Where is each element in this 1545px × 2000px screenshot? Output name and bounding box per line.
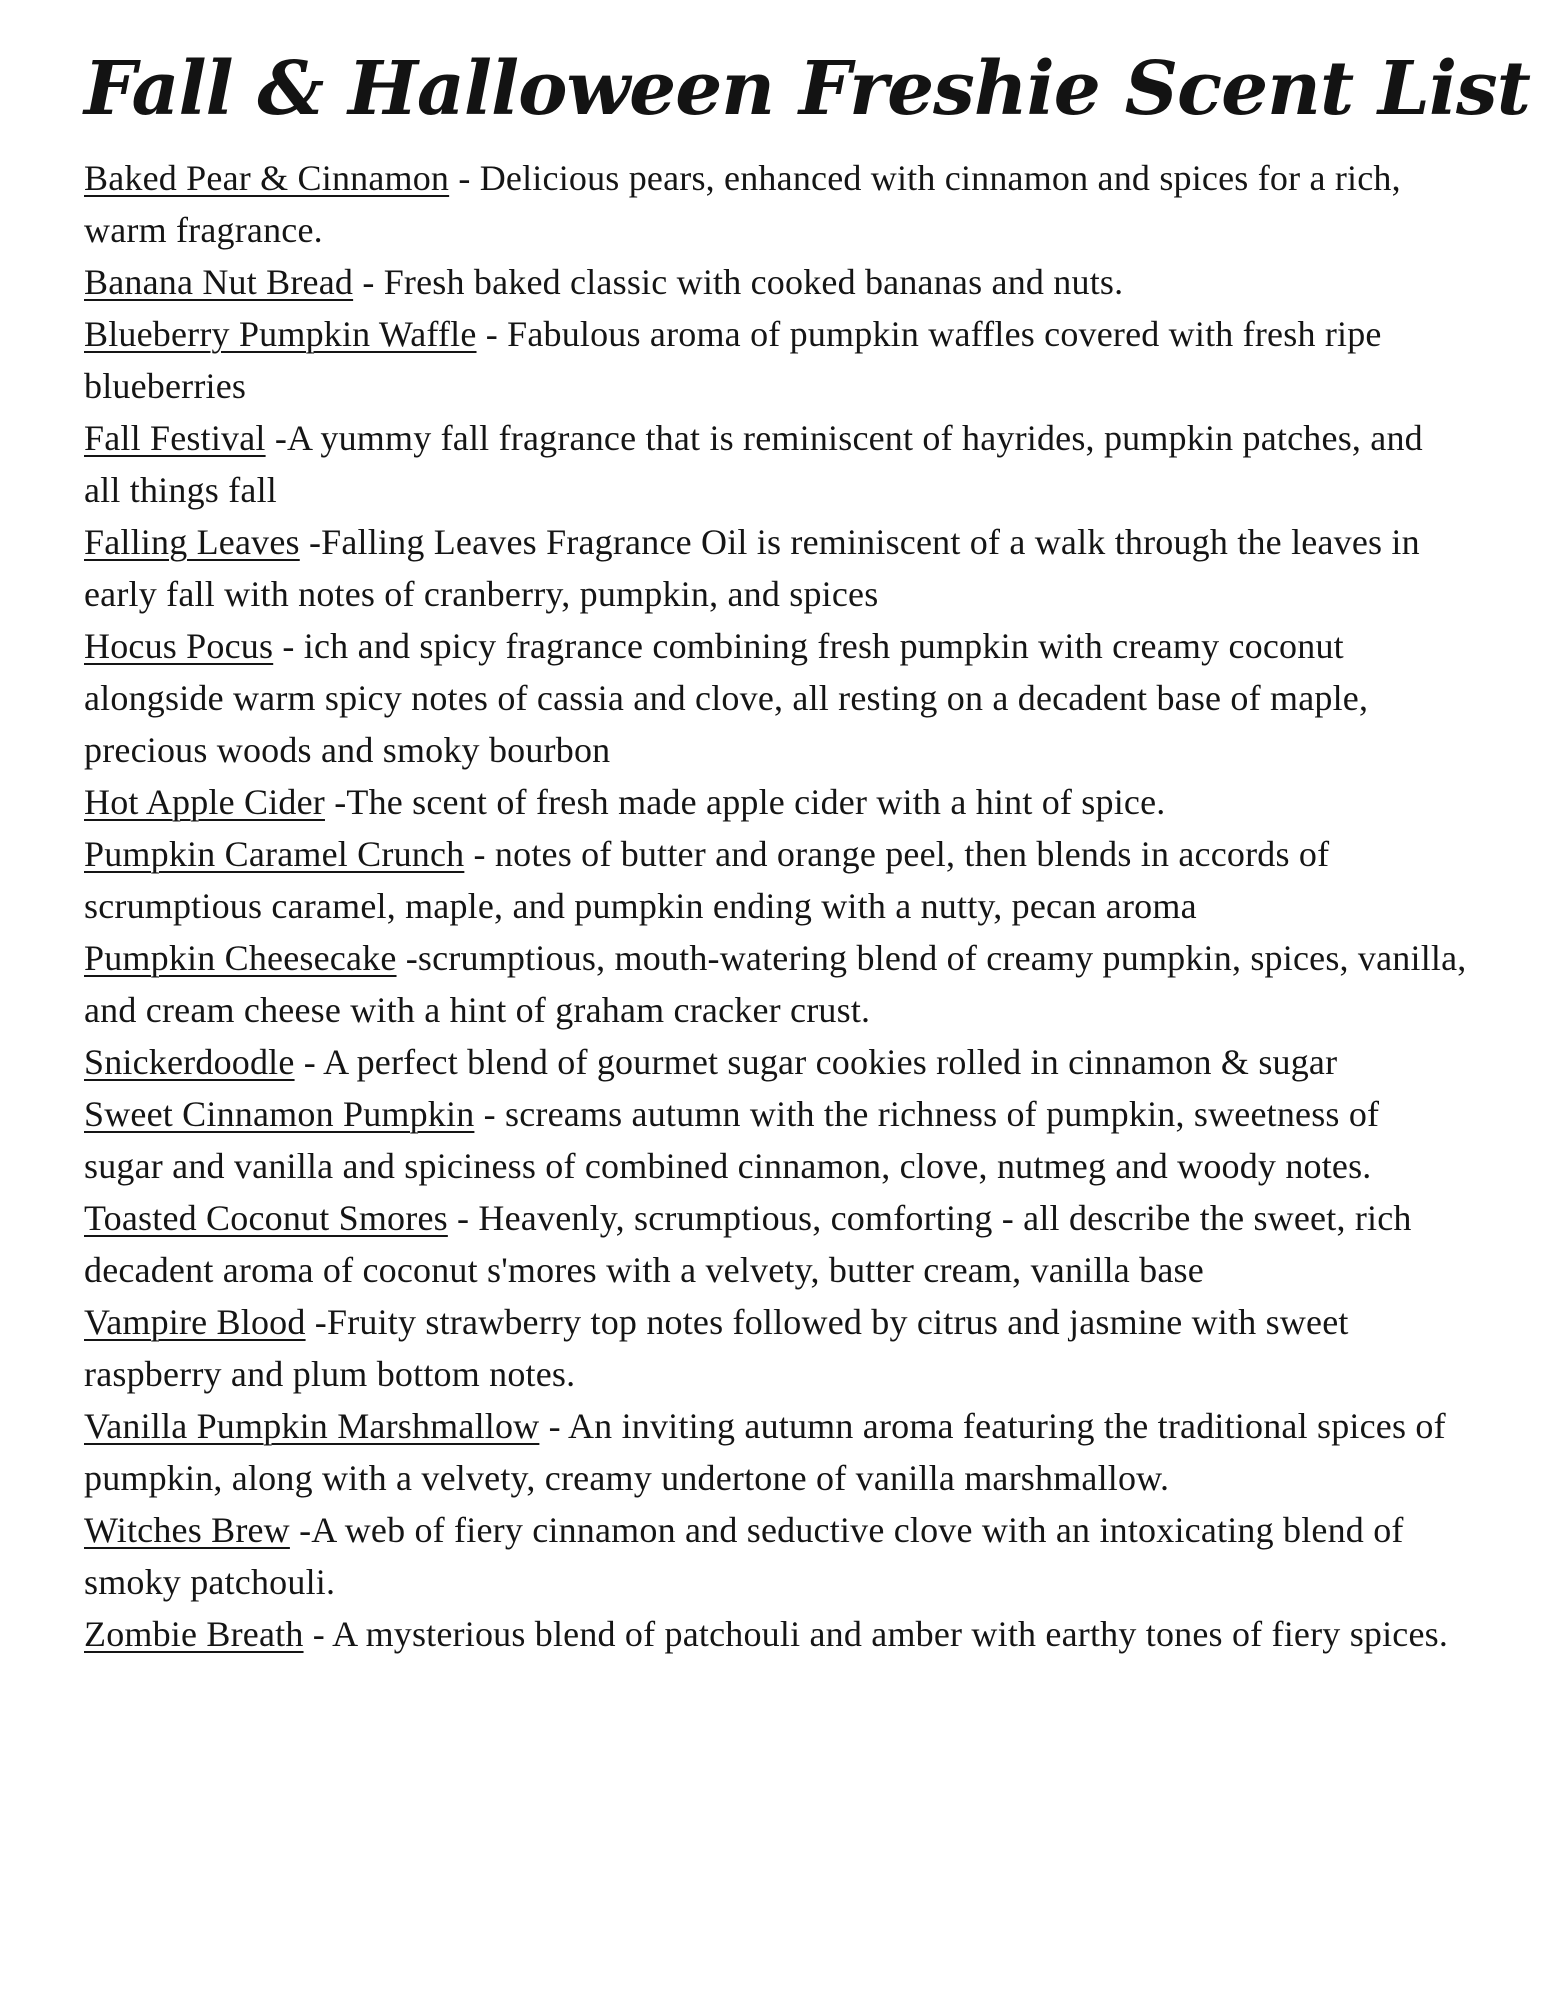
scent-description: - An inviting autumn aroma featuring the traditional spices of pumpkin, along with a velvety, creamy undertone of vanilla marshmallow. [84,1406,1446,1498]
scent-description: - Delicious pears, enhanced with cinnamon and spices for a rich, warm fragrance. [84,158,1401,250]
scent-description: - Fresh baked classic with cooked bananas and nuts. [362,262,1124,302]
page-title: Fall & Halloween Freshie Scent List [84,46,1530,132]
scent-name: Fall Festival [84,418,266,458]
scent-entry [84,1088,1467,1192]
scent-description: - notes of butter and orange peel, then blends in accords of scrumptious caramel, maple, and pumpkin ending with a nutty, pecan aroma [84,834,1330,926]
scent-name: Witches Brew [84,1510,290,1550]
scent-entry [84,152,1467,256]
scent-description: -The scent of fresh made apple cider with a hint of spice. [334,782,1166,822]
scent-description: -A yummy fall fragrance that is reminiscent of hayrides, pumpkin patches, and all things fall [84,418,1423,510]
scent-entry [84,516,1467,620]
scent-name: Snickerdoodle [84,1042,295,1082]
scent-name: Hocus Pocus [84,626,274,666]
scent-entry [84,1036,1467,1088]
scent-name: Pumpkin Cheesecake [84,938,397,978]
scent-entry [84,1296,1467,1400]
scent-name: Blueberry Pumpkin Waffle [84,314,477,354]
scent-description: - screams autumn with the richness of pumpkin, sweetness of sugar and vanilla and spiciness of combined cinnamon, clove, nutmeg and woody notes. [84,1094,1380,1186]
scent-name: Toasted Coconut Smores [84,1198,448,1238]
scent-description: -Fruity strawberry top notes followed by citrus and jasmine with sweet raspberry and plum bottom notes. [84,1302,1349,1394]
scent-name: Vanilla Pumpkin Marshmallow [84,1406,540,1446]
scent-entry [84,932,1467,1036]
scent-entry [84,1192,1467,1296]
scent-name: Hot Apple Cider [84,782,325,822]
scent-name: Vampire Blood [84,1302,306,1342]
scent-name: Banana Nut Bread [84,262,354,302]
scent-description: - A perfect blend of gourmet sugar cookies rolled in cinnamon & sugar [303,1042,1338,1082]
scent-name: Sweet Cinnamon Pumpkin [84,1094,475,1134]
scent-entry [84,1504,1467,1608]
scent-description: -scrumptious, mouth-watering blend of creamy pumpkin, spices, vanilla, and cream cheese with a hint of graham cracker crust. [84,938,1467,1030]
scent-entry [84,1400,1467,1504]
scent-description: - Heavenly, scrumptious, comforting - all describe the sweet, rich decadent aroma of coconut s'mores with a velvety, butter cream, vanilla base [84,1198,1412,1290]
scent-entry [84,620,1467,776]
scent-name: Zombie Breath [84,1614,304,1654]
scent-description: - ich and spicy fragrance combining fresh pumpkin with creamy coconut alongside warm spicy notes of cassia and clove, all resting on a decadent base of maple, precious woods and smoky bourbon [84,626,1369,770]
scent-entry [84,776,1467,828]
scent-description: -Falling Leaves Fragrance Oil is reminiscent of a walk through the leaves in early fall with notes of cranberry, pumpkin, and spices [84,522,1420,614]
scent-description: - Fabulous aroma of pumpkin waffles covered with fresh ripe blueberries [84,314,1382,406]
scent-entry [84,1608,1467,1660]
scent-list [84,152,1467,1660]
scent-entry [84,412,1467,516]
scent-entry [84,828,1467,932]
scent-entry [84,256,1467,308]
scent-name: Baked Pear & Cinnamon [84,158,450,198]
scent-name: Falling Leaves [84,522,300,562]
scent-entry [84,308,1467,412]
scent-description: - A mysterious blend of patchouli and amber with earthy tones of fiery spices. [312,1614,1449,1654]
scent-name: Pumpkin Caramel Crunch [84,834,465,874]
scent-description: -A web of fiery cinnamon and seductive clove with an intoxicating blend of smoky patchouli. [84,1510,1404,1602]
